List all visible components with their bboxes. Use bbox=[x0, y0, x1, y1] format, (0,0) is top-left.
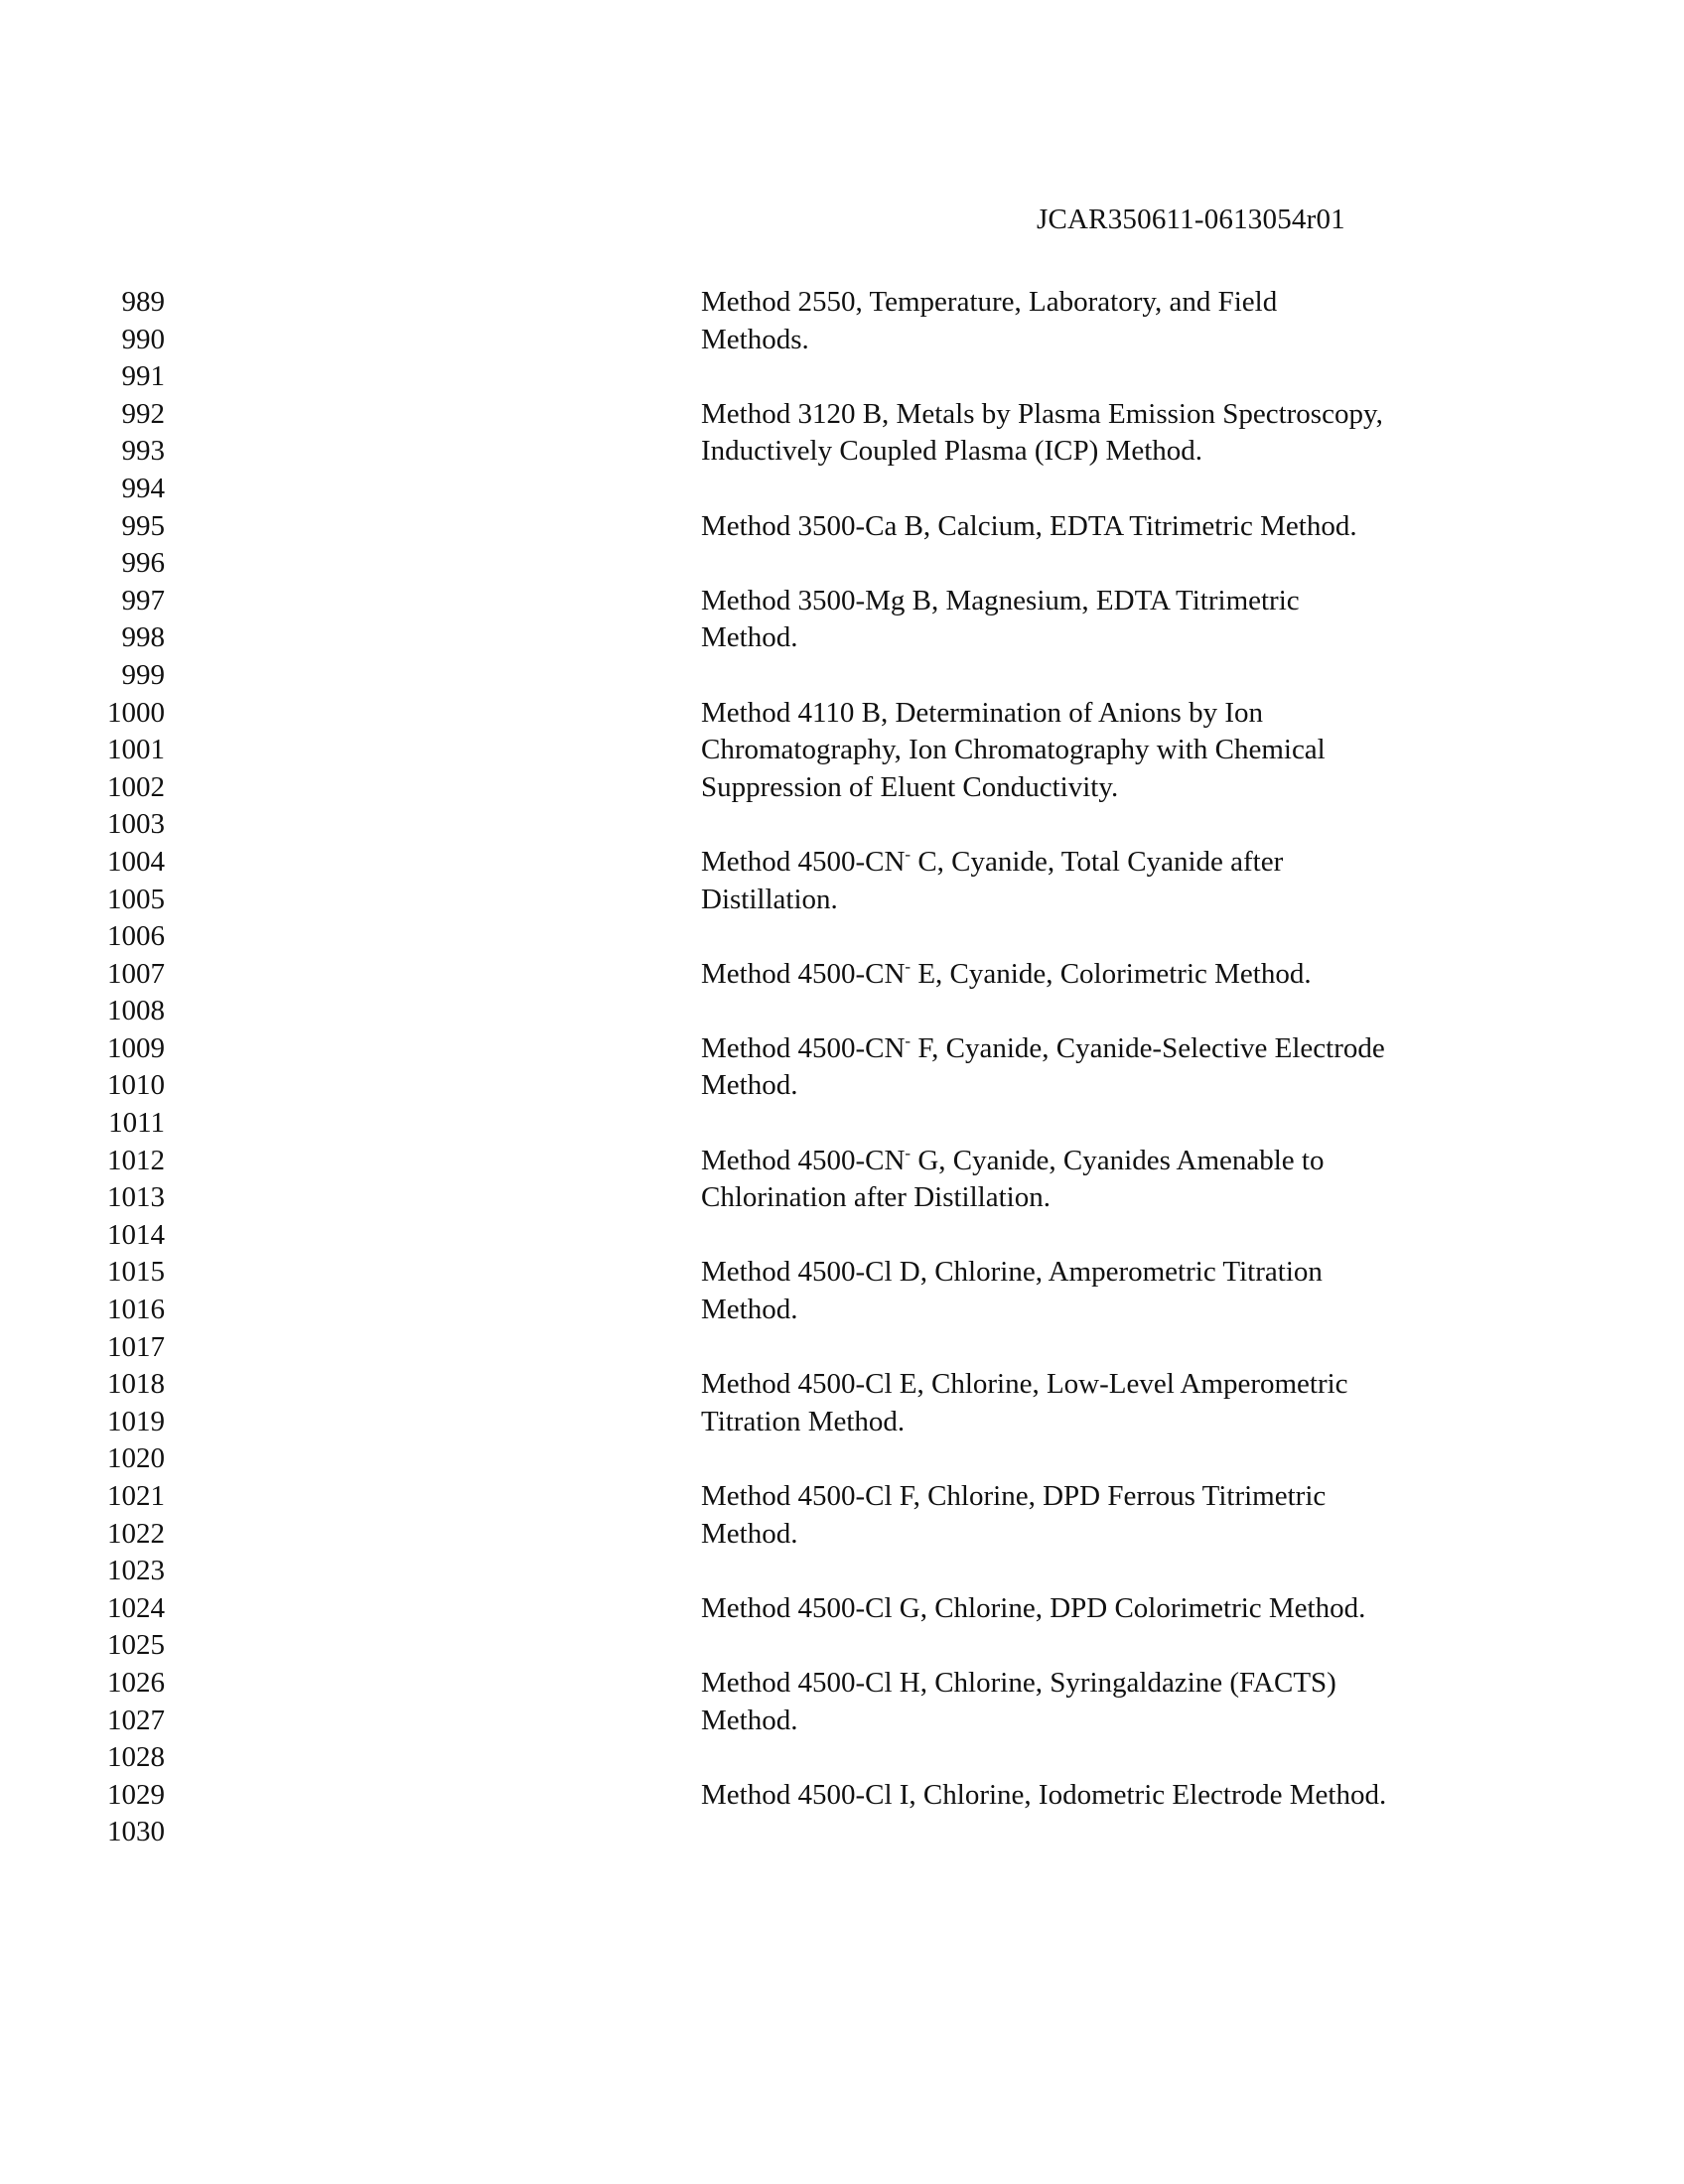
document-id: JCAR350611-0613054r01 bbox=[1037, 204, 1345, 235]
method-entry-line: Methods. bbox=[701, 323, 809, 355]
method-entry-line: Chromatography, Ion Chromatography with Chemical bbox=[701, 734, 1326, 766]
method-entry-line bbox=[701, 1105, 1595, 1143]
line-number: 993 bbox=[121, 435, 165, 468]
method-code: Method 4500-CN bbox=[701, 845, 906, 878]
method-entry-line: Method 3500-Ca B, Calcium, EDTA Titrimetric Method. bbox=[701, 509, 1357, 542]
line-number: 1012 bbox=[107, 1144, 165, 1176]
line-number: 1002 bbox=[107, 770, 165, 803]
line-number: 1009 bbox=[107, 1031, 165, 1064]
line-number: 1006 bbox=[107, 920, 165, 953]
method-entry-line bbox=[701, 1627, 1595, 1665]
line-number: 1011 bbox=[108, 1107, 165, 1140]
line-number: 1014 bbox=[107, 1218, 165, 1251]
method-entry-line: Method. bbox=[701, 1294, 798, 1326]
method-entry-line bbox=[701, 545, 1595, 583]
line-number: 990 bbox=[121, 323, 165, 355]
method-entry-line: Method 2550, Temperature, Laboratory, and Field bbox=[701, 286, 1278, 318]
line-number: 1030 bbox=[107, 1816, 165, 1848]
line-number: 1001 bbox=[107, 734, 165, 766]
method-entry-line bbox=[701, 844, 1595, 882]
line-number: 1023 bbox=[107, 1555, 165, 1587]
method-description: G, Cyanide, Cyanides Amenable to bbox=[911, 1144, 1325, 1176]
method-entry-line: Method 4500-Cl F, Chlorine, DPD Ferrous Titrimetric bbox=[701, 1480, 1327, 1512]
method-entry-line bbox=[701, 657, 1595, 695]
method-entry-line bbox=[701, 806, 1595, 844]
method-entry-line bbox=[701, 1143, 1595, 1180]
superscript-charge: - bbox=[905, 844, 912, 864]
method-entry-line: Method. bbox=[701, 1517, 798, 1550]
method-entry-line: Method 4500-Cl E, Chlorine, Low-Level Amperometric bbox=[701, 1368, 1348, 1401]
line-number: 1003 bbox=[107, 808, 165, 841]
line-number: 1019 bbox=[107, 1405, 165, 1437]
line-number: 1013 bbox=[107, 1181, 165, 1214]
line-number: 1016 bbox=[107, 1294, 165, 1326]
method-entry-line bbox=[701, 1739, 1595, 1777]
method-entry-line bbox=[701, 1440, 1595, 1478]
method-entry-line: Method. bbox=[701, 1069, 798, 1102]
line-number: 998 bbox=[121, 621, 165, 654]
method-entry-line bbox=[701, 471, 1595, 508]
line-number: 997 bbox=[121, 584, 165, 616]
method-entry-line bbox=[701, 358, 1595, 396]
line-number: 1018 bbox=[107, 1368, 165, 1401]
method-description: C, Cyanide, Total Cyanide after bbox=[911, 845, 1284, 878]
line-number: 1022 bbox=[107, 1517, 165, 1550]
line-number: 1028 bbox=[107, 1741, 165, 1774]
line-number: 1020 bbox=[107, 1442, 165, 1475]
line-number: 1010 bbox=[107, 1069, 165, 1102]
method-code: Method 4500-CN bbox=[701, 957, 906, 990]
line-number: 994 bbox=[121, 472, 165, 504]
method-entry-line: Method. bbox=[701, 1704, 798, 1736]
method-description: F, Cyanide, Cyanide-Selective Electrode bbox=[911, 1031, 1385, 1064]
superscript-charge: - bbox=[905, 1143, 912, 1162]
method-entry-line bbox=[701, 1329, 1595, 1367]
method-entry-line: Method 4500-Cl G, Chlorine, DPD Colorimetric Method. bbox=[701, 1591, 1366, 1624]
line-number: 1024 bbox=[107, 1591, 165, 1624]
method-entry-line: Inductively Coupled Plasma (ICP) Method. bbox=[701, 435, 1203, 468]
method-entry-line bbox=[701, 1814, 1595, 1851]
line-number: 989 bbox=[121, 286, 165, 318]
method-description: E, Cyanide, Colorimetric Method. bbox=[911, 957, 1312, 990]
line-number-column bbox=[79, 284, 165, 1851]
line-number: 1027 bbox=[107, 1704, 165, 1736]
line-number: 1007 bbox=[107, 957, 165, 990]
method-code: Method 4500-CN bbox=[701, 1144, 906, 1176]
method-entry-line: Method 4500-Cl D, Chlorine, Amperometric Titration bbox=[701, 1256, 1323, 1289]
method-entry-line bbox=[701, 918, 1595, 956]
method-list bbox=[701, 284, 1595, 1851]
method-code: Method 4500-CN bbox=[701, 1031, 906, 1064]
method-entry-line: Chlorination after Distillation. bbox=[701, 1181, 1051, 1214]
method-entry-line: Method 4500-Cl H, Chlorine, Syringaldazine (FACTS) bbox=[701, 1666, 1336, 1699]
line-number: 1026 bbox=[107, 1666, 165, 1699]
method-entry-line bbox=[701, 993, 1595, 1030]
line-number: 1015 bbox=[107, 1256, 165, 1289]
line-number: 999 bbox=[121, 658, 165, 691]
method-entry-line bbox=[701, 1217, 1595, 1255]
line-number: 1004 bbox=[107, 845, 165, 878]
method-entry-line: Method 4110 B, Determination of Anions by Ion bbox=[701, 696, 1263, 729]
method-entry-line bbox=[701, 1553, 1595, 1590]
line-number: 1021 bbox=[107, 1480, 165, 1512]
method-entry-line: Titration Method. bbox=[701, 1405, 906, 1437]
method-entry-line: Suppression of Eluent Conductivity. bbox=[701, 770, 1119, 803]
line-number: 996 bbox=[121, 547, 165, 580]
superscript-charge: - bbox=[905, 956, 912, 976]
superscript-charge: - bbox=[905, 1030, 912, 1050]
line-number: 1008 bbox=[107, 995, 165, 1027]
line-number: 995 bbox=[121, 509, 165, 542]
line-number: 1029 bbox=[107, 1778, 165, 1811]
line-number: 992 bbox=[121, 397, 165, 430]
method-entry-line: Method 4500-Cl I, Chlorine, Iodometric Electrode Method. bbox=[701, 1778, 1387, 1811]
line-number: 991 bbox=[121, 360, 165, 393]
method-entry-line bbox=[701, 1030, 1595, 1068]
line-number: 1017 bbox=[107, 1330, 165, 1363]
method-entry-line: Method 3500-Mg B, Magnesium, EDTA Titrimetric bbox=[701, 584, 1300, 616]
method-entry-line: Distillation. bbox=[701, 883, 838, 915]
line-number: 1005 bbox=[107, 883, 165, 915]
line-number: 1025 bbox=[107, 1629, 165, 1662]
method-entry-line: Method. bbox=[701, 621, 798, 654]
line-number: 1000 bbox=[107, 696, 165, 729]
method-entry-line bbox=[701, 956, 1595, 994]
method-entry-line: Method 3120 B, Metals by Plasma Emission Spectroscopy, bbox=[701, 397, 1383, 430]
